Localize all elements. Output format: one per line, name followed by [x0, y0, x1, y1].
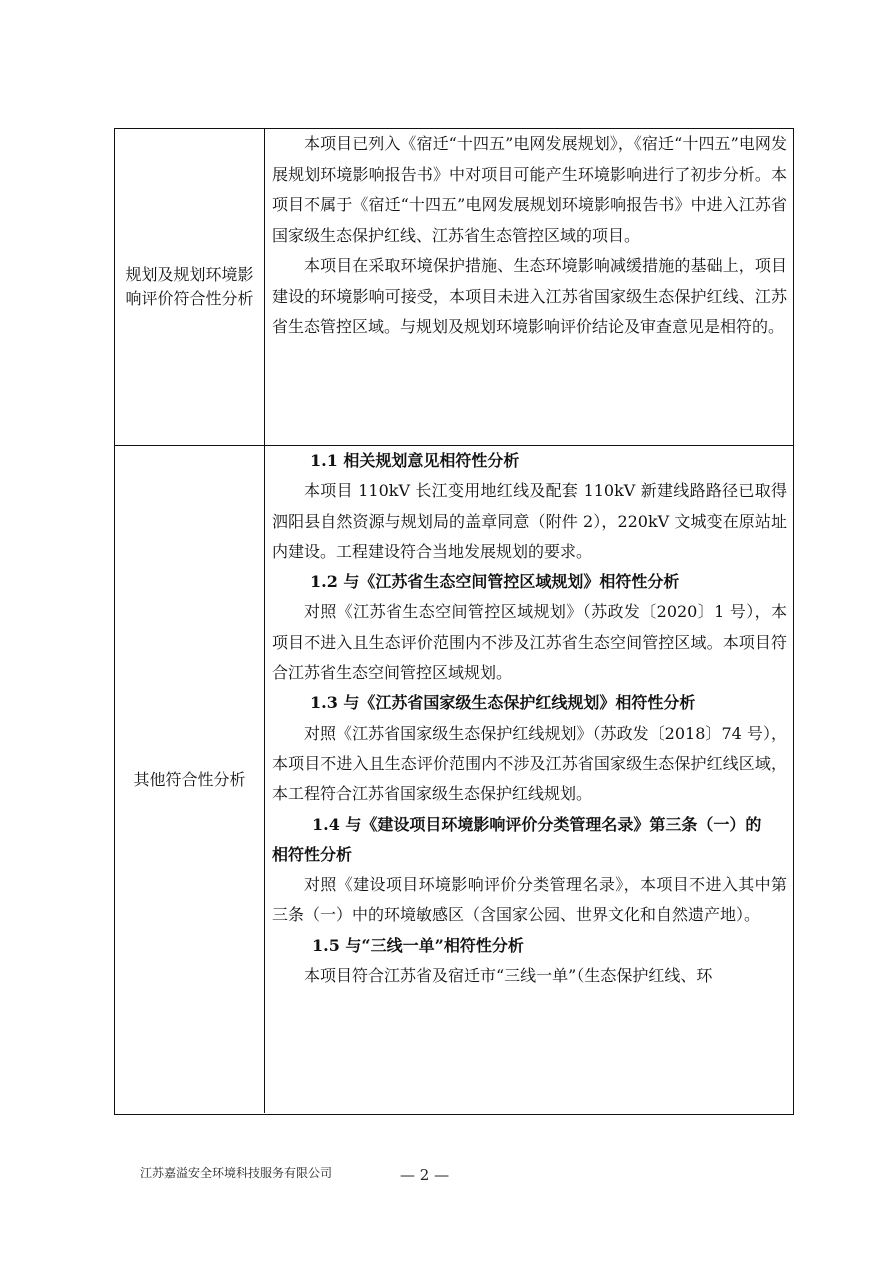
paragraph: 本项目在采取环境保护措施、生态环境影响减缓措施的基础上，项目建设的环境影响可接受，本项目未进入江苏省国家级生态保护红线、江苏省生态管控区域。与规划及规划环境影响评价结论及审查意见是相符的。 [272, 256, 787, 336]
paragraph: 本项目符合江苏省及宿迁市“三线一单”（生态保护红线、环 [304, 966, 713, 986]
paragraph: 对照《江苏省国家级生态保护红线规划》（苏政发〔2018〕74 号），本项目不进入且生态评价范围内不涉及江苏省国家级生态保护红线区域，本工程符合江苏省国家级生态保护红线规划。 [272, 723, 787, 804]
section-heading: 1.3 与《江苏省国家级生态保护红线规划》相符性分析 [310, 693, 696, 713]
row-content-other [266, 446, 793, 1113]
page-number: — 2 — [400, 1166, 450, 1184]
row-label-line: 响评价符合性分析 [125, 289, 254, 308]
section-heading: 1.1 相关规划意见相符性分析 [310, 451, 520, 470]
table-row [115, 129, 793, 446]
compliance-table [114, 128, 794, 1115]
paragraph: 本项目已列入《宿迁“十四五”电网发展规划》，《宿迁“十四五”电网发展规划环境影响报告书》中对项目可能产生环境影响进行了初步分析。本项目不属于《宿迁“十四五”电网发展规划环境影响报告书》中进入江苏省国家级生态保护红线、江苏省生态管控区域的项目。 [272, 134, 787, 245]
row-label-line: 规划及规划环境影 [125, 265, 254, 284]
row-label-line: 其他符合性分析 [133, 769, 246, 789]
row-content-planning [266, 129, 793, 445]
footer-company: 江苏嘉溢安全环境科技服务有限公司 [140, 1166, 333, 1180]
paragraph: 对照《建设项目环境影响评价分类管理名录》，本项目不进入其中第三条（一）中的环境敏感区（含国家公园、世界文化和自然遗产地）。 [272, 875, 787, 925]
section-heading: 1.5 与“三线一单”相符性分析 [312, 935, 524, 955]
paragraph: 对照《江苏省生态空间管控区域规划》（苏政发〔2020〕1 号），本项目不进入且生态评价范围内不涉及江苏省生态空间管控区域。本项目符合江苏省生态空间管控区域规划。 [272, 602, 787, 683]
paragraph: 本项目 110kV 长江变用地红线及配套 110kV 新建线路路径已取得泗阳县自然资源与规划局的盖章同意（附件 2），220kV 文城变在原站址内建设。工程建设符合当地发展规划的要求。 [272, 481, 787, 561]
section-heading-continued: 相符性分析 [272, 844, 353, 864]
row-label-planning [115, 129, 265, 445]
section-heading: 1.4 与《建设项目环境影响评价分类管理名录》第三条（一）的 [312, 814, 762, 834]
table-row [115, 446, 793, 1113]
row-label-other [115, 446, 265, 1113]
section-heading: 1.2 与《江苏省生态空间管控区域规划》相符性分析 [310, 572, 680, 592]
